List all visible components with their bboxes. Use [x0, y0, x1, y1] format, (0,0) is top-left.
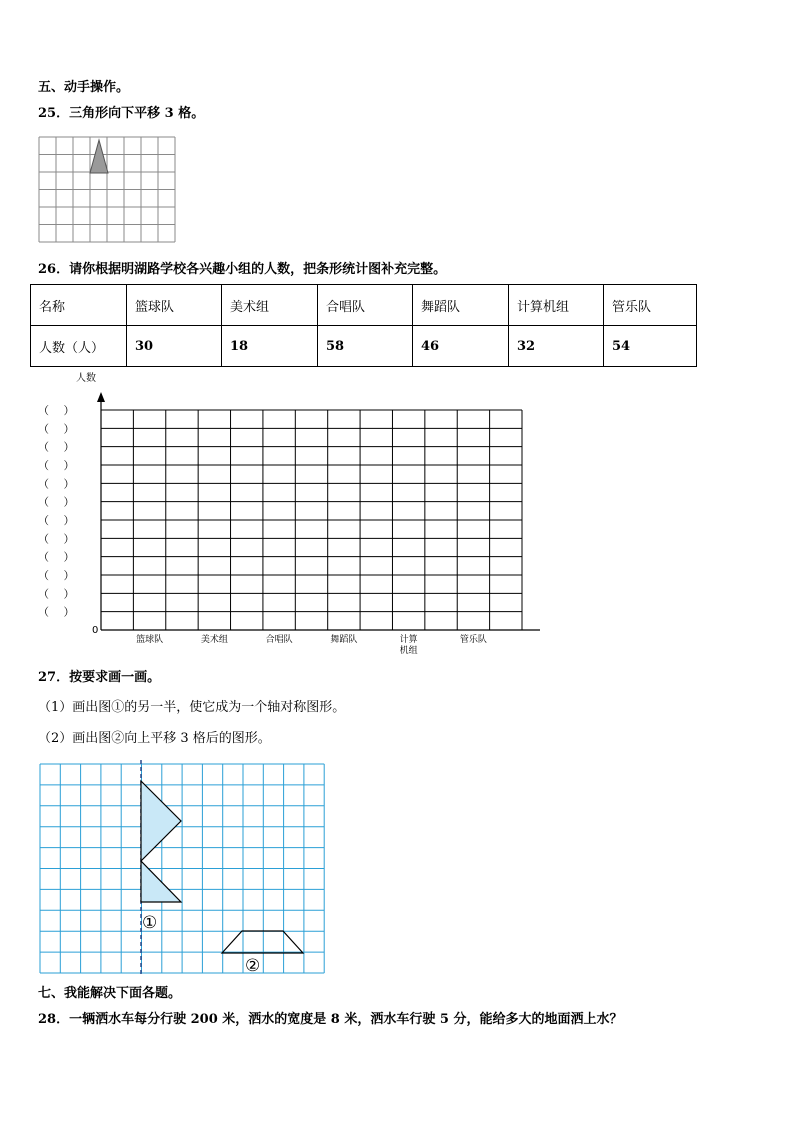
x-tick-label: 篮球队 — [136, 635, 164, 645]
x-tick-label: 舞蹈队 — [330, 635, 358, 645]
x-tick-label: 计算 — [399, 635, 418, 645]
table-header-cell: 美术组 — [222, 285, 318, 326]
question-28-text: 28．一辆洒水车每分行驶 200 米，洒水的宽度是 8 米，洒水车行驶 5 分，能给多大的地面洒上水？ — [38, 1012, 623, 1027]
question-27-part-2: （2）画出图②向上平移 3 格后的图形。 — [38, 731, 271, 746]
y-tick-blank: （ ） — [38, 404, 75, 417]
x-tick-label: 美术组 — [200, 635, 228, 645]
y-tick-blank: （ ） — [38, 495, 75, 509]
table-header-cell: 管乐队 — [604, 285, 697, 326]
q27-grid-figure — [38, 760, 338, 980]
y-tick-blank: （ ） — [38, 477, 75, 491]
q25-triangle — [90, 140, 108, 173]
q25-grid-figure — [38, 136, 178, 246]
table-header-cell: 合唱队 — [318, 285, 413, 326]
figure-2-label: ② — [245, 956, 261, 976]
origin-label: 0 — [92, 625, 99, 636]
x-tick-label: 管乐队 — [459, 635, 487, 645]
y-tick-blank: （ ） — [38, 514, 75, 527]
table-cell: 32 — [509, 326, 604, 367]
question-27-text: 27．按要求画一画。 — [38, 670, 161, 685]
table-cell: 46 — [413, 326, 509, 367]
y-tick-blank: （ ） — [38, 550, 75, 564]
table-header-row — [31, 285, 697, 326]
table-header-cell: 计算机组 — [509, 285, 604, 326]
table-cell: 30 — [127, 326, 222, 367]
table-header-cell: 名称 — [31, 285, 127, 326]
x-tick-label: 机组 — [399, 646, 418, 656]
y-tick-blank: （ ） — [38, 422, 75, 436]
figure-2-trapezoid — [222, 931, 303, 953]
question-26-text: 26．请你根据明湖路学校各兴趣小组的人数，把条形统计图补充完整。 — [38, 262, 447, 277]
table-header-cell: 篮球队 — [127, 285, 222, 326]
table-cell: 54 — [604, 326, 697, 367]
question-25-text: 25．三角形向下平移 3 格。 — [38, 106, 205, 121]
y-axis-label: 人数 — [76, 373, 96, 384]
bar-chart-grid — [30, 368, 590, 658]
y-tick-blank: （ ） — [38, 587, 75, 601]
table-header-cell: 舞蹈队 — [413, 285, 509, 326]
y-tick-blank: （ ） — [38, 440, 75, 454]
table-row-label: 人数（人） — [31, 326, 127, 367]
table-row — [31, 326, 697, 367]
interest-group-table — [30, 284, 697, 367]
y-tick-blank: （ ） — [38, 605, 75, 619]
figure-1-label: ① — [142, 913, 158, 933]
table-cell: 18 — [222, 326, 318, 367]
section-5-heading: 五、动手操作。 — [38, 80, 130, 95]
question-27-part-1: （1）画出图①的另一半，使它成为一个轴对称图形。 — [38, 700, 346, 715]
x-tick-label: 合唱队 — [265, 635, 293, 645]
y-tick-blank: （ ） — [38, 569, 75, 582]
figure-1-shape — [141, 781, 181, 902]
table-cell: 58 — [318, 326, 413, 367]
section-7-heading: 七、我能解决下面各题。 — [38, 986, 182, 1001]
y-tick-blank: （ ） — [38, 532, 75, 546]
y-tick-blank: （ ） — [38, 459, 75, 472]
y-axis-arrow — [97, 392, 105, 402]
